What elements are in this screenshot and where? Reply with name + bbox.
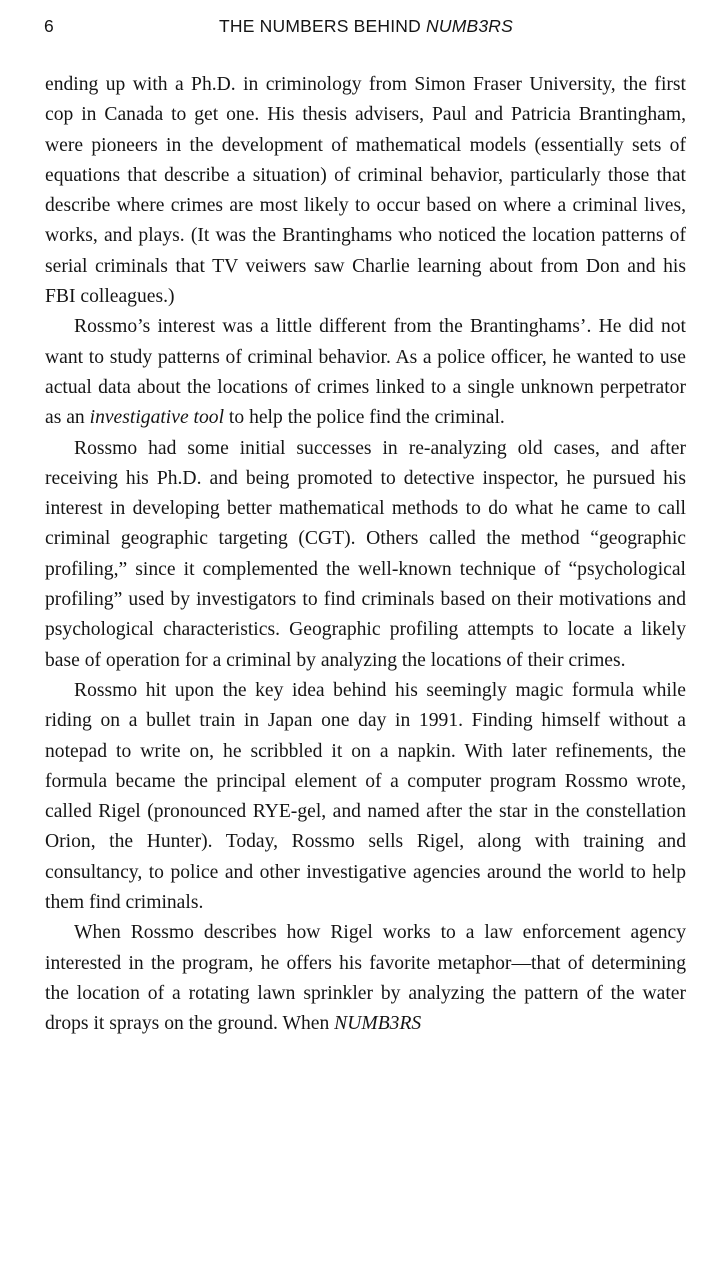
paragraph-2 [45,312,686,433]
body-text [45,70,686,1040]
page-number: 6 [44,16,54,36]
running-head-italic-title: NUMB3RS [426,16,513,36]
paragraph-2-emphasis: investigative tool [89,407,225,429]
paragraph-5-text-start: When Rossmo describes how Rigel works to a law enforcement agency interested in the program, he offers his favorite metaphor—that of determining the location of a rotating lawn sprinkler by analyzing the pattern of the water drops it sprays on the ground. When [45,922,686,1035]
paragraph-2-text-end: to help the police find the criminal. [224,407,505,429]
running-head [44,16,688,37]
paragraph-1: ending up with a Ph.D. in criminology from Simon Fraser University, the first cop in Canada to get one. His thesis advisers, Paul and Patricia Brantingham, were pioneers in the development of mathematical models (essentially sets of equations that describe a situation) of criminal behavior, particularly those that describe where crimes are most likely to occur based on where a criminal lives, works, and plays. (It was the Brantinghams who noticed the location patterns of serial criminals that TV veiwers saw Charlie learning about from Don and his FBI colleagues.) [45,74,686,308]
paragraph-5-emphasis: NUMB3RS [334,1013,422,1035]
paragraph-2-text-start: Rossmo’s interest was a little different from the Brantinghams’. He did not want to study patterns of criminal behavior. As a police officer, he wanted to use actual data about the locations of crimes linked to a single unknown perpetrator as an [45,316,686,429]
paragraph-3: Rossmo had some initial successes in re-analyzing old cases, and after receiving his Ph.D. and being promoted to detective inspector, he pursued his interest in developing better mathematical methods to do what he came to call criminal geographic targeting (CGT). Others called the method “geographic profiling,” since it complemented the well-known technique of “psychological profiling” used by investigators to find criminals based on their motivations and psychological characteristics. Geographic profiling attempts to locate a likely base of operation for a criminal by analyzing the locations of their crimes. [45,437,686,671]
running-head-text: THE NUMBERS BEHIND [219,16,427,36]
page-header [44,12,688,42]
paragraph-4: Rossmo hit upon the key idea behind his seemingly magic formula while riding on a bullet train in Japan one day in 1991. Finding himself without a notepad to write on, he scribbled it on a napkin. With later refinements, the formula became the principal element of a computer program Rossmo wrote, called Rigel (pronounced RYE-gel, and named after the star in the constellation Orion, the Hunter). Today, Rossmo sells Rigel, along with training and consultancy, to police and other investigative agencies around the world to help them find criminals. [45,679,686,914]
paragraph-5 [45,918,686,1039]
